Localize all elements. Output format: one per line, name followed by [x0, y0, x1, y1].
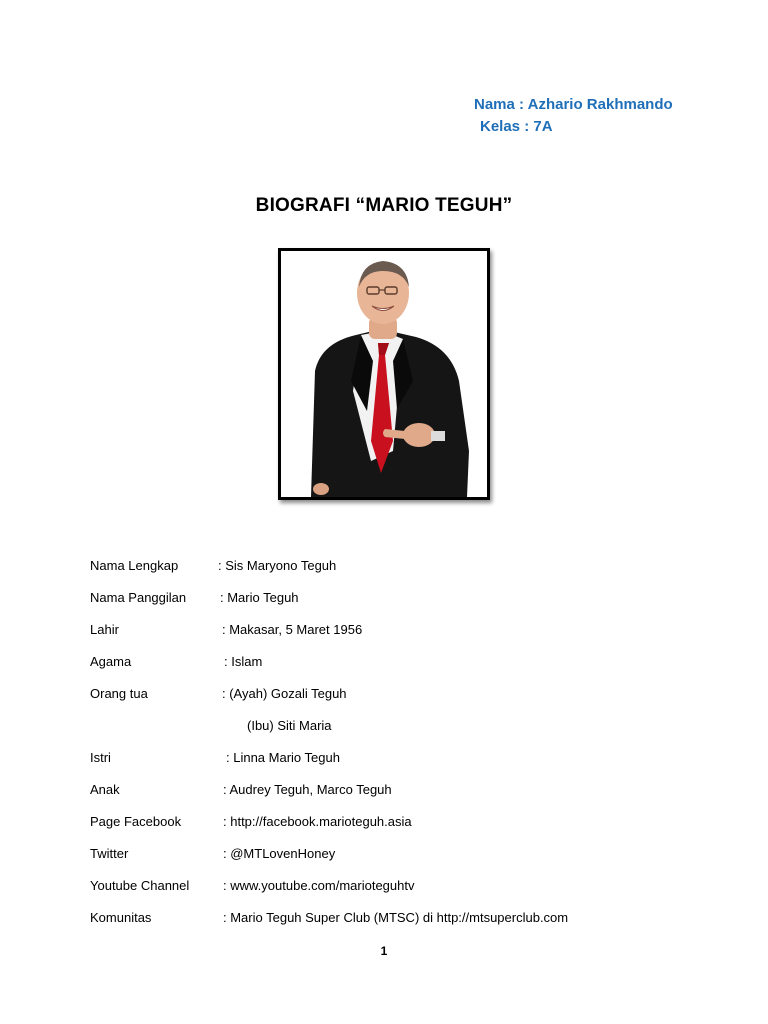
bio-label: Orang tua [90, 686, 148, 701]
bio-label: Lahir [90, 622, 119, 637]
bio-value: (Ibu) Siti Maria [247, 718, 332, 733]
bio-label: Komunitas [90, 910, 152, 925]
bio-label: Anak [90, 782, 120, 797]
page-number: 1 [380, 944, 388, 958]
student-class: Kelas : 7A [480, 118, 553, 135]
bio-label: Agama [90, 654, 132, 669]
bio-value: : www.youtube.com/marioteguhtv [223, 878, 415, 893]
bio-value: : Audrey Teguh, Marco Teguh [223, 782, 392, 797]
bio-label: Youtube Channel [90, 878, 190, 893]
bio-label: Nama Lengkap [90, 558, 179, 573]
student-name: Nama : Azhario Rakhmando [474, 96, 673, 113]
bio-value: : Linna Mario Teguh [226, 750, 340, 765]
portrait-photo [278, 248, 490, 500]
bio-value: : Islam [224, 654, 263, 669]
document-title: BIOGRAFI “MARIO TEGUH” [255, 195, 513, 216]
bio-label: Page Facebook [90, 814, 182, 829]
bio-label: Twitter [90, 846, 129, 861]
bio-value: : Makasar, 5 Maret 1956 [222, 622, 363, 637]
student-info [474, 94, 673, 138]
bio-value: : Sis Maryono Teguh [218, 558, 337, 573]
bio-value: : http://facebook.marioteguh.asia [223, 814, 412, 829]
bio-label: Istri [90, 750, 111, 765]
bio-value: : @MTLovenHoney [223, 846, 336, 861]
bio-value: : Mario Teguh [220, 590, 299, 605]
bio-value: : Mario Teguh Super Club (MTSC) di http://mtsuperclub.com [223, 910, 569, 925]
bio-value: : (Ayah) Gozali Teguh [222, 686, 347, 701]
bio-label: Nama Panggilan [90, 590, 187, 605]
